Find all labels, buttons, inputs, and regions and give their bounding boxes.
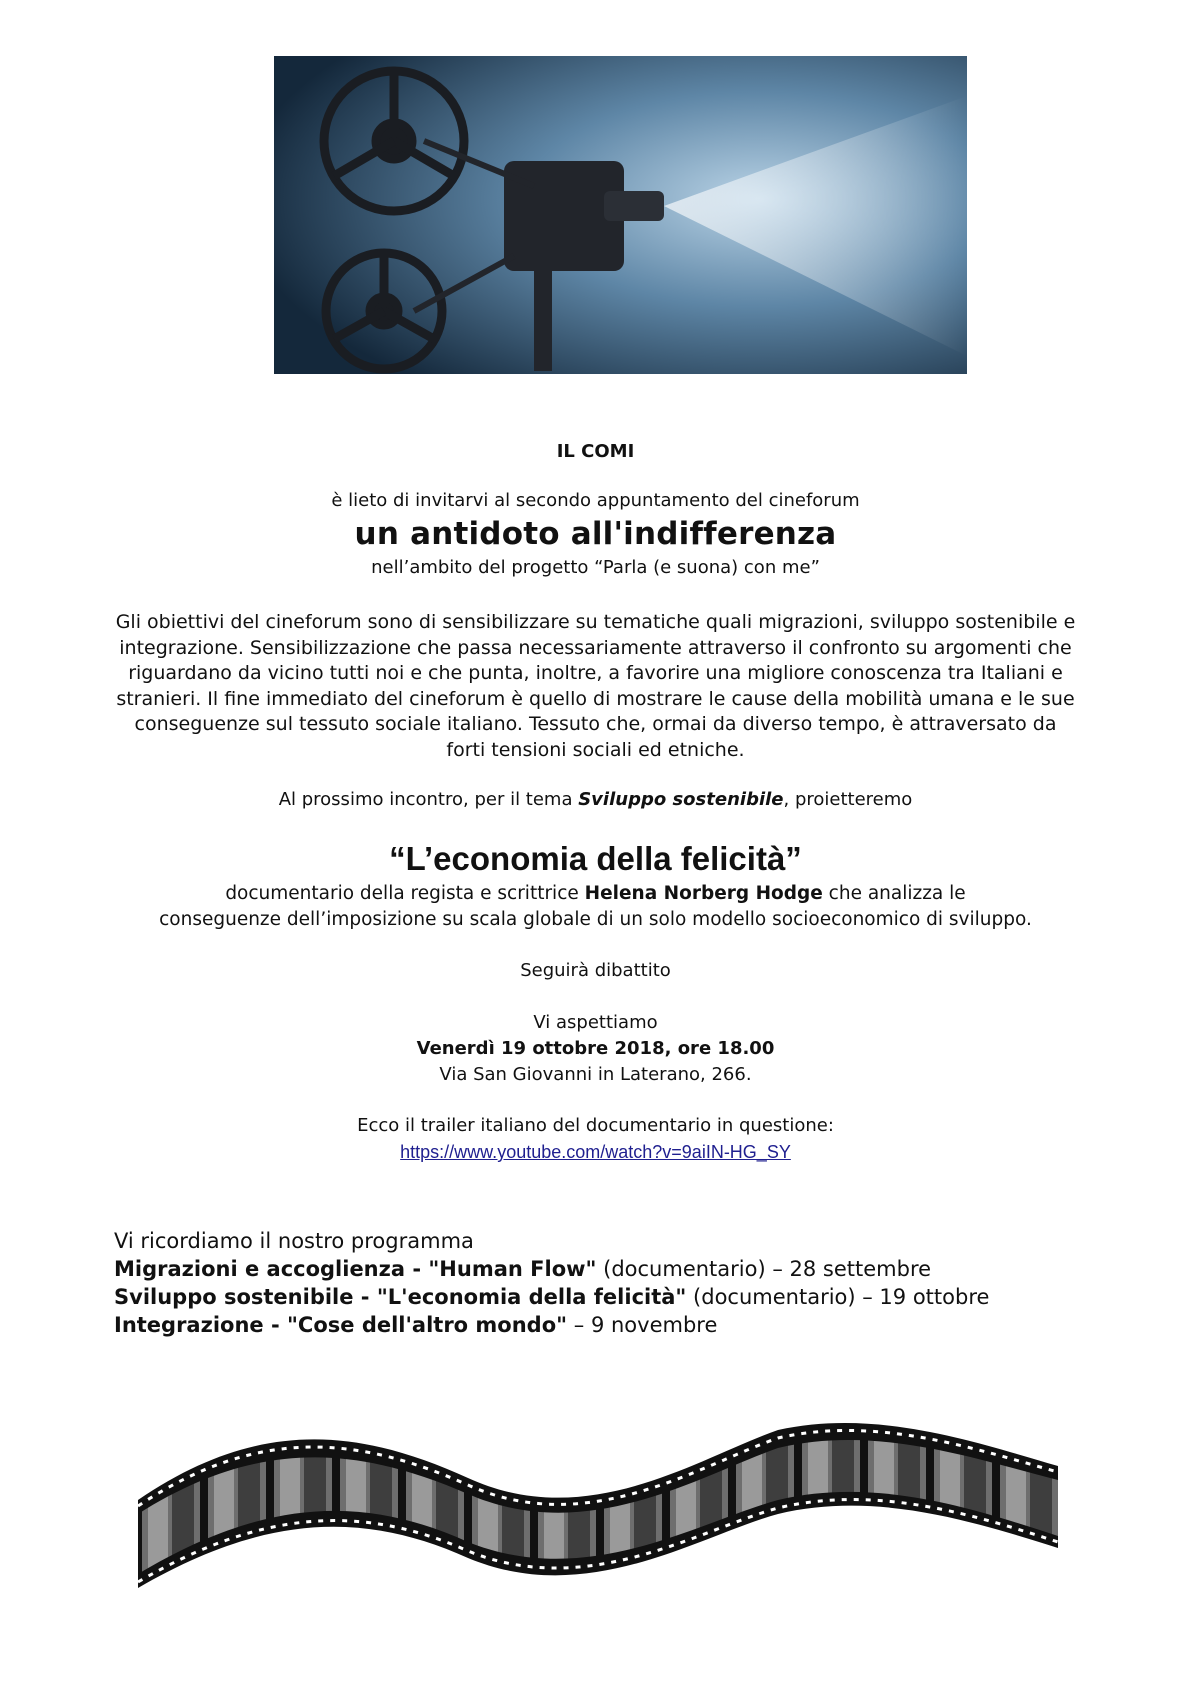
film-title: “L’economia della felicità” (389, 840, 802, 877)
objectives-paragraph: Gli obiettivi del cineforum sono di sensibilizzare su tematiche quali migrazioni, sviluppo sostenibile e integrazione. Sensibilizzazione che passa necessariamente attraverso il confronto su argomenti che riguardano da vicino tutti noi e che punta, inoltre, a favorire una migliore conoscenza tra Italiani e stranieri. Il fine immediato del cineforum è quello di mostrare le cause della mobilità umana e le sue conseguenze sul tessuto sociale italiano. Tessuto che, ormai da diverso tempo, è attraversato da forti tensioni sociali ed etniche. (115, 611, 1076, 761)
film-projector-icon (274, 56, 967, 374)
film-desc-line2: conseguenze dell’imposizione su scala globale di un solo modello socioeconomico di sviluppo. (159, 909, 1032, 930)
event-wait: Vi aspettiamo (533, 1012, 658, 1033)
next-meeting-prefix: Al prossimo incontro, per il tema (278, 789, 579, 810)
program-item-detail: – 9 novembre (567, 1313, 718, 1337)
trailer-section (100, 1113, 1091, 1166)
debate-note: Seguirà dibattito (520, 960, 671, 981)
film-desc-suffix: che analizza le (822, 883, 966, 904)
trailer-text: Ecco il trailer italiano del documentario in questione: (357, 1115, 834, 1136)
series-title: un antidoto all'indifferenza (354, 516, 837, 552)
program-item (114, 1283, 1074, 1311)
filmstrip-image (138, 1418, 1058, 1613)
project-line: nell’ambito del progetto “Parla (e suona) con me” (371, 557, 820, 578)
event-date: Venerdì 19 ottobre 2018, ore 18.00 (416, 1038, 775, 1059)
trailer-link[interactable]: https://www.youtube.com/watch?v=9aiIN-HG_SY (400, 1142, 791, 1162)
program-item-title: Migrazioni e accoglienza - "Human Flow" (114, 1257, 597, 1281)
next-meeting-suffix: , proietteremo (783, 789, 913, 810)
program-list (114, 1227, 1074, 1339)
event-address: Via San Giovanni in Laterano, 266. (439, 1064, 752, 1085)
program-heading: Vi ricordiamo il nostro programma (114, 1229, 474, 1253)
next-meeting-line (100, 789, 1091, 810)
film-desc-prefix: documentario della regista e scrittrice (225, 883, 585, 904)
film-strip-icon (138, 1418, 1058, 1613)
program-item (114, 1311, 1074, 1339)
program-item-title: Integrazione - "Cose dell'altro mondo" (114, 1313, 568, 1337)
film-description (100, 881, 1091, 933)
film-director: Helena Norberg Hodge (584, 883, 823, 904)
invitation-line: è lieto di invitarvi al secondo appuntamento del cineforum (331, 490, 860, 511)
next-meeting-theme: Sviluppo sostenibile (578, 789, 784, 810)
event-details (100, 1010, 1091, 1088)
program-item-detail: (documentario) – 28 settembre (596, 1257, 932, 1281)
organizer-name: IL COMI (556, 441, 635, 462)
projector-image (274, 56, 967, 374)
program-item (114, 1255, 1074, 1283)
program-item-detail: (documentario) – 19 ottobre (686, 1285, 990, 1309)
program-item-title: Sviluppo sostenibile - "L'economia della felicità" (114, 1285, 687, 1309)
